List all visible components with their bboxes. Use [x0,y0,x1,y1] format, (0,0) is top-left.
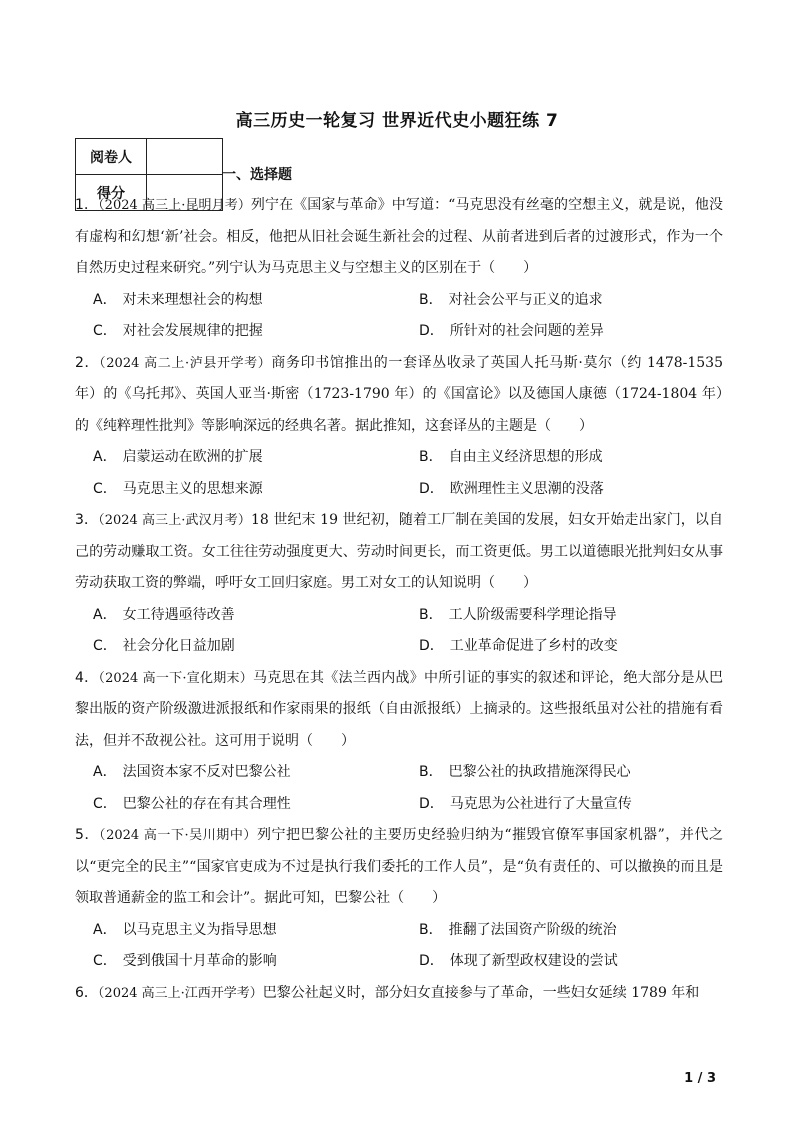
option-b[interactable] [419,915,741,947]
question-source: （2024 高二上·泸县开学考） [99,355,272,371]
option-letter: D． [419,323,444,339]
question-stem [75,190,723,285]
option-text: 欧洲理性主义思潮的没落 [449,480,604,497]
option-letter: A． [93,921,117,938]
option-list [75,757,723,820]
option-text: 受到俄国十月革命的影响 [122,953,277,969]
option-letter: B． [419,764,443,780]
question-2 [75,348,723,506]
question-stem [75,348,723,443]
option-a[interactable] [93,442,419,474]
question-stem [75,505,723,600]
question-text: 列宁在《国家与革命》中写道：“马克思没有丝毫的空想主义，就是说，他没有虚构和幻想‘新’社会。相反，他把从旧社会诞生新社会的过程、从前者进到后者的过渡形式，作为一个自然历史过程来研究。”列宁认为马克思主义与空想主义的区别在于（ ） [75,197,723,276]
option-c[interactable] [93,789,419,821]
question-3 [75,505,723,663]
question-stem [75,663,723,758]
option-letter: C． [93,480,117,497]
option-c[interactable] [93,946,419,978]
question-text: 巴黎公社起义时，部分妇女直接参与了革命，一些妇女延续 1789 年和 [262,984,700,1001]
option-letter: C． [93,953,117,969]
option-text: 所针对的社会问题的差异 [449,323,604,339]
question-6 [75,978,723,1010]
question-5 [75,820,723,978]
question-text: 商务印书馆推出的一套译丛收录了英国人托马斯·莫尔（约 1478-1535 年）的《乌托邦》、英国人亚当·斯密（1723-1790 年）的《国富论》以及德国人康德（1724-1804 年）的《纯粹理性批判》等影响深远的经典名著。据此推知，这套译丛的主题是（ ） [75,354,723,434]
option-letter: A． [93,764,117,780]
question-number: 5． [75,827,100,843]
question-number: 4． [75,669,99,686]
option-text: 推翻了法国资产阶级的统治 [448,921,617,938]
option-list [75,285,723,348]
question-source: （2024 高一下·宣化期末） [98,670,253,686]
option-text: 马克思主义的思想来源 [122,480,263,497]
option-letter: A． [93,606,117,623]
option-text: 对社会公平与正义的追求 [448,291,603,308]
option-text: 以马克思主义为指导思想 [122,921,277,938]
option-text: 法国资本家不反对巴黎公社 [122,764,291,780]
question-source: （2024 高一下·吴川期中） [99,828,257,843]
option-c[interactable] [93,316,419,348]
option-letter: D． [419,480,444,497]
option-letter: B． [419,606,443,623]
option-text: 对未来理想社会的构想 [122,291,263,308]
page-title: 高三历史一轮复习 世界近代史小题狂练 7 [235,111,559,131]
question-number: 2． [75,354,100,371]
option-text: 马克思为公社进行了大量宣传 [449,795,632,812]
option-letter: C． [93,795,117,812]
option-letter: B． [419,449,443,465]
question-source: （2024 高三上·江西开学考） [97,985,263,1001]
question-list [75,190,723,1009]
option-b[interactable] [419,442,741,474]
question-number: 1． [75,197,99,213]
option-b[interactable] [419,285,741,317]
option-c[interactable] [93,631,419,663]
option-letter: C． [93,638,117,654]
option-text: 对社会发展规律的把握 [122,323,263,339]
option-text: 启蒙运动在欧洲的扩展 [122,449,263,465]
option-letter: D． [419,638,444,654]
option-a[interactable] [93,757,419,789]
question-source: （2024 高三上·武汉月考） [98,513,251,528]
option-d[interactable] [419,631,741,663]
option-letter: A． [93,291,117,308]
question-text: 列宁把巴黎公社的主要历史经验归纳为“摧毁官僚军事国家机器”，并代之以“更完全的民主”“国家官吏成为不过是执行我们委托的工作人员”，是“负有责任的、可以撤换的而且是领取普通薪金的监工和会计”。据此可知，巴黎公社（ ） [75,827,723,906]
option-list [75,915,723,978]
option-a[interactable] [93,600,419,632]
option-letter: D． [419,953,444,969]
question-source: （2024 高三上·昆明月考） [98,198,251,213]
option-a[interactable] [93,285,419,317]
question-4 [75,663,723,821]
question-1 [75,190,723,348]
page-number: 1 / 3 [684,1071,716,1086]
option-text: 自由主义经济思想的形成 [448,449,603,465]
reviewer-label: 阅卷人 [76,139,147,175]
option-letter: B． [419,291,443,308]
option-d[interactable] [419,789,741,821]
option-text: 社会分化日益加剧 [122,638,235,654]
question-number: 6． [75,984,98,1001]
question-stem [75,820,723,915]
question-number: 3． [75,512,99,528]
option-text: 工业革命促进了乡村的改变 [449,638,618,654]
option-letter: D． [419,795,444,812]
option-a[interactable] [93,915,419,947]
option-c[interactable] [93,474,419,506]
option-b[interactable] [419,600,741,632]
option-letter: B． [419,921,443,938]
option-list [75,442,723,505]
option-d[interactable] [419,946,741,978]
option-d[interactable] [419,316,741,348]
option-letter: A． [93,449,117,465]
section-title: 一、选择题 [222,167,292,183]
question-text: 马克思在其《法兰西内战》中所引证的事实的叙述和评论，绝大部分是从巴黎出版的资产阶级激进派报纸和作家雨果的报纸（自由派报纸）上摘录的。这些报纸虽对公社的措施有看法，但并不敌视公社。这可用于说明（ ） [75,669,723,749]
option-b[interactable] [419,757,741,789]
option-text: 工人阶级需要科学理论指导 [448,606,617,623]
option-letter: C． [93,323,117,339]
option-text: 巴黎公社的存在有其合理性 [122,795,291,812]
option-d[interactable] [419,474,741,506]
option-text: 女工待遇亟待改善 [122,606,235,623]
option-text: 巴黎公社的执政措施深得民心 [448,764,631,780]
option-list [75,600,723,663]
score-label: 得分 [76,175,147,211]
question-text: 18 世纪末 19 世纪初，随着工厂制在美国的发展，妇女开始走出家门，以自己的劳动赚取工资。女工往往劳动强度更大、劳动时间更长，而工资更低。男工以道德眼光批判妇女从事劳动获取工资的弊端，呼吁女工回归家庭。男工对女工的认知说明（ ） [75,512,723,591]
reviewer-field[interactable] [147,139,223,175]
option-text: 体现了新型政权建设的尝试 [449,953,618,969]
question-stem [75,978,723,1010]
